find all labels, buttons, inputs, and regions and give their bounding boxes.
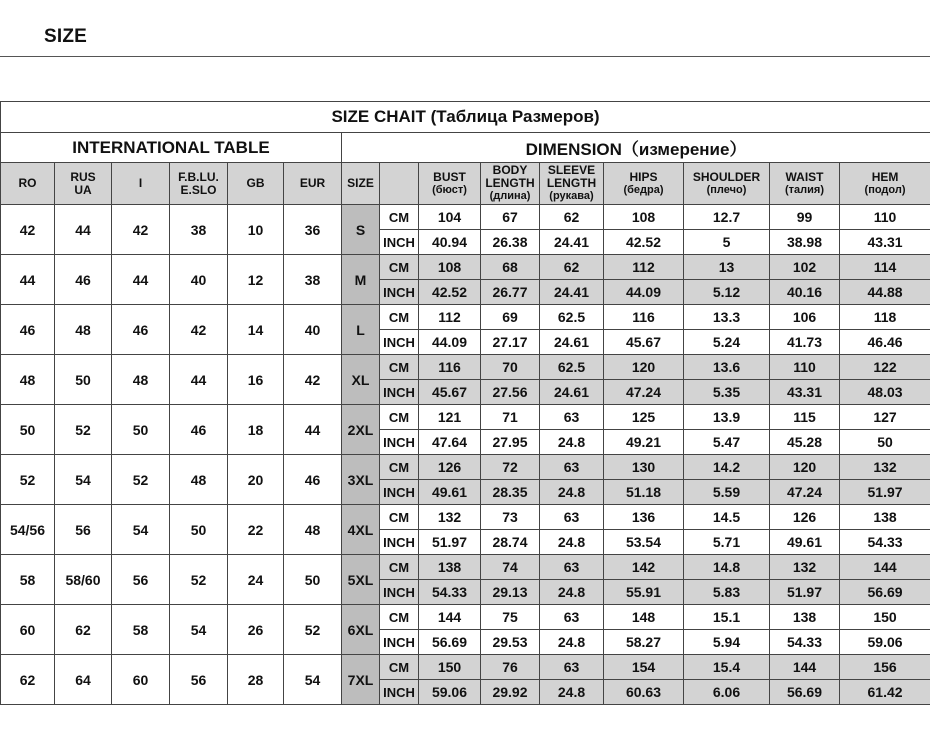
inch-value: 6.06: [684, 680, 770, 705]
unit-cm-label: CM: [380, 455, 419, 480]
intl-size-cell: 60: [1, 605, 55, 655]
inch-value: 55.91: [604, 580, 684, 605]
unit-cm-label: CM: [380, 255, 419, 280]
inch-value: 40.94: [419, 230, 481, 255]
size-header: SIZE: [342, 163, 380, 205]
dimension-header: SHOULDER (плечо): [684, 163, 770, 205]
intl-size-cell: 56: [55, 505, 112, 555]
intl-size-cell: 50: [284, 555, 342, 605]
intl-header: GB: [228, 163, 284, 205]
cm-value: 99: [770, 205, 840, 230]
intl-size-cell: 44: [55, 205, 112, 255]
inch-value: 27.56: [481, 380, 540, 405]
cm-value: 122: [840, 355, 930, 380]
unit-cm-label: CM: [380, 355, 419, 380]
intl-header: RO: [1, 163, 55, 205]
intl-size-cell: 40: [170, 255, 228, 305]
intl-size-cell: 44: [170, 355, 228, 405]
unit-inch-label: INCH: [380, 230, 419, 255]
dimension-header: HEM (подол): [840, 163, 930, 205]
intl-size-cell: 22: [228, 505, 284, 555]
intl-size-cell: 54: [112, 505, 170, 555]
inch-value: 50: [840, 430, 930, 455]
inch-value: 49.21: [604, 430, 684, 455]
cm-value: 63: [540, 655, 604, 680]
cm-value: 110: [840, 205, 930, 230]
inch-value: 5.12: [684, 280, 770, 305]
cm-value: 68: [481, 255, 540, 280]
inch-value: 24.61: [540, 330, 604, 355]
size-chart-table: [0, 101, 930, 705]
inch-value: 47.24: [770, 480, 840, 505]
inch-value: 56.69: [419, 630, 481, 655]
intl-size-cell: 54/56: [1, 505, 55, 555]
unit-cm-label: CM: [380, 305, 419, 330]
cm-value: 63: [540, 605, 604, 630]
intl-size-cell: 60: [112, 655, 170, 705]
inch-value: 28.74: [481, 530, 540, 555]
cm-value: 120: [604, 355, 684, 380]
cm-value: 63: [540, 555, 604, 580]
cm-value: 126: [770, 505, 840, 530]
intl-size-cell: 46: [170, 405, 228, 455]
intl-size-cell: 42: [284, 355, 342, 405]
cm-value: 132: [770, 555, 840, 580]
cm-value: 70: [481, 355, 540, 380]
inch-value: 47.24: [604, 380, 684, 405]
table-row: [1, 605, 930, 630]
table-row: [1, 455, 930, 480]
unit-cm-label: CM: [380, 405, 419, 430]
inch-value: 49.61: [770, 530, 840, 555]
intl-size-cell: 46: [55, 255, 112, 305]
inch-value: 24.8: [540, 680, 604, 705]
intl-size-cell: 52: [1, 455, 55, 505]
cm-value: 142: [604, 555, 684, 580]
inch-value: 44.09: [604, 280, 684, 305]
inch-value: 42.52: [604, 230, 684, 255]
cm-value: 62: [540, 255, 604, 280]
cm-value: 63: [540, 505, 604, 530]
cm-value: 138: [770, 605, 840, 630]
cm-value: 115: [770, 405, 840, 430]
size-label: M: [342, 255, 380, 305]
size-label: 5XL: [342, 555, 380, 605]
inch-value: 24.41: [540, 280, 604, 305]
intl-size-cell: 62: [55, 605, 112, 655]
cm-value: 150: [840, 605, 930, 630]
table-row: [1, 305, 930, 330]
intl-size-cell: 50: [112, 405, 170, 455]
table-row: [1, 355, 930, 380]
intl-size-cell: 50: [55, 355, 112, 405]
table-row: [1, 255, 930, 280]
cm-value: 125: [604, 405, 684, 430]
cm-value: 104: [419, 205, 481, 230]
cm-value: 62.5: [540, 355, 604, 380]
cm-value: 73: [481, 505, 540, 530]
cm-value: 118: [840, 305, 930, 330]
intl-size-cell: 56: [170, 655, 228, 705]
inch-value: 29.92: [481, 680, 540, 705]
inch-value: 5.24: [684, 330, 770, 355]
size-label: S: [342, 205, 380, 255]
inch-value: 56.69: [840, 580, 930, 605]
inch-value: 38.98: [770, 230, 840, 255]
cm-value: 112: [419, 305, 481, 330]
cm-value: 13.3: [684, 305, 770, 330]
inch-value: 26.77: [481, 280, 540, 305]
inch-value: 54.33: [840, 530, 930, 555]
cm-value: 144: [419, 605, 481, 630]
intl-size-cell: 36: [284, 205, 342, 255]
inch-value: 45.67: [419, 380, 481, 405]
unit-inch-label: INCH: [380, 580, 419, 605]
intl-size-cell: 62: [1, 655, 55, 705]
unit-cm-label: CM: [380, 555, 419, 580]
intl-header: I: [112, 163, 170, 205]
inch-value: 5.94: [684, 630, 770, 655]
intl-size-cell: 58: [112, 605, 170, 655]
intl-size-cell: 52: [55, 405, 112, 455]
inch-value: 5.59: [684, 480, 770, 505]
size-label: 2XL: [342, 405, 380, 455]
table-row: [1, 405, 930, 430]
cm-value: 63: [540, 455, 604, 480]
cm-value: 74: [481, 555, 540, 580]
intl-size-cell: 38: [170, 205, 228, 255]
cm-value: 108: [604, 205, 684, 230]
cm-value: 13.9: [684, 405, 770, 430]
inch-value: 5.83: [684, 580, 770, 605]
unit-inch-label: INCH: [380, 480, 419, 505]
intl-header: F.B.LU. E.SLO: [170, 163, 228, 205]
cm-value: 144: [840, 555, 930, 580]
cm-value: 62.5: [540, 305, 604, 330]
unit-inch-label: INCH: [380, 680, 419, 705]
inch-value: 54.33: [770, 630, 840, 655]
intl-size-cell: 12: [228, 255, 284, 305]
cm-value: 120: [770, 455, 840, 480]
intl-size-cell: 50: [1, 405, 55, 455]
cm-value: 76: [481, 655, 540, 680]
cm-value: 106: [770, 305, 840, 330]
dimension-header: SLEEVE LENGTH (рукава): [540, 163, 604, 205]
intl-size-cell: 58: [1, 555, 55, 605]
cm-value: 75: [481, 605, 540, 630]
cm-value: 71: [481, 405, 540, 430]
intl-size-cell: 46: [284, 455, 342, 505]
intl-size-cell: 58/60: [55, 555, 112, 605]
intl-size-cell: 54: [170, 605, 228, 655]
cm-value: 127: [840, 405, 930, 430]
inch-value: 51.97: [840, 480, 930, 505]
inch-value: 60.63: [604, 680, 684, 705]
inch-value: 54.33: [419, 580, 481, 605]
inch-value: 61.42: [840, 680, 930, 705]
cm-value: 126: [419, 455, 481, 480]
intl-size-cell: 38: [284, 255, 342, 305]
intl-size-cell: 56: [112, 555, 170, 605]
intl-size-cell: 44: [1, 255, 55, 305]
inch-value: 5.71: [684, 530, 770, 555]
inch-value: 51.18: [604, 480, 684, 505]
inch-value: 45.28: [770, 430, 840, 455]
intl-size-cell: 46: [112, 305, 170, 355]
intl-size-cell: 16: [228, 355, 284, 405]
intl-size-cell: 24: [228, 555, 284, 605]
inch-value: 47.64: [419, 430, 481, 455]
intl-size-cell: 48: [170, 455, 228, 505]
international-table-title: INTERNATIONAL TABLE: [1, 133, 342, 163]
dimension-header: WAIST (талия): [770, 163, 840, 205]
inch-value: 42.52: [419, 280, 481, 305]
cm-value: 114: [840, 255, 930, 280]
unit-cm-label: CM: [380, 655, 419, 680]
unit-inch-label: INCH: [380, 530, 419, 555]
intl-size-cell: 50: [170, 505, 228, 555]
cm-value: 15.4: [684, 655, 770, 680]
size-label: 4XL: [342, 505, 380, 555]
inch-value: 27.17: [481, 330, 540, 355]
cm-value: 62: [540, 205, 604, 230]
size-label: L: [342, 305, 380, 355]
cm-value: 15.1: [684, 605, 770, 630]
cm-value: 13: [684, 255, 770, 280]
size-label: 3XL: [342, 455, 380, 505]
inch-value: 5.47: [684, 430, 770, 455]
inch-value: 58.27: [604, 630, 684, 655]
unit-inch-label: INCH: [380, 330, 419, 355]
inch-value: 28.35: [481, 480, 540, 505]
size-label: 6XL: [342, 605, 380, 655]
cm-value: 72: [481, 455, 540, 480]
inch-value: 51.97: [770, 580, 840, 605]
intl-size-cell: 52: [170, 555, 228, 605]
unit-cm-label: CM: [380, 505, 419, 530]
cm-value: 69: [481, 305, 540, 330]
cm-value: 67: [481, 205, 540, 230]
cm-value: 132: [419, 505, 481, 530]
cm-value: 13.6: [684, 355, 770, 380]
intl-size-cell: 46: [1, 305, 55, 355]
cm-value: 154: [604, 655, 684, 680]
inch-value: 24.8: [540, 480, 604, 505]
cm-value: 14.8: [684, 555, 770, 580]
unit-cm-label: CM: [380, 605, 419, 630]
intl-size-cell: 54: [284, 655, 342, 705]
inch-value: 45.67: [604, 330, 684, 355]
inch-value: 24.41: [540, 230, 604, 255]
cm-value: 150: [419, 655, 481, 680]
intl-size-cell: 44: [284, 405, 342, 455]
column-header-row: [1, 163, 930, 205]
unit-header: [380, 163, 419, 205]
inch-value: 46.46: [840, 330, 930, 355]
inch-value: 24.8: [540, 430, 604, 455]
intl-header: RUS UA: [55, 163, 112, 205]
intl-size-cell: 42: [1, 205, 55, 255]
dimension-header: BODY LENGTH (длина): [481, 163, 540, 205]
intl-size-cell: 28: [228, 655, 284, 705]
inch-value: 29.53: [481, 630, 540, 655]
size-label: 7XL: [342, 655, 380, 705]
inch-value: 53.54: [604, 530, 684, 555]
inch-value: 24.8: [540, 580, 604, 605]
intl-size-cell: 52: [112, 455, 170, 505]
inch-value: 5.35: [684, 380, 770, 405]
inch-value: 59.06: [840, 630, 930, 655]
cm-value: 110: [770, 355, 840, 380]
page-heading: SIZE: [44, 26, 88, 47]
intl-size-cell: 52: [284, 605, 342, 655]
intl-size-cell: 26: [228, 605, 284, 655]
inch-value: 51.97: [419, 530, 481, 555]
intl-size-cell: 48: [112, 355, 170, 405]
intl-size-cell: 20: [228, 455, 284, 505]
cm-value: 138: [419, 555, 481, 580]
chart-title: SIZE CHAIT (Таблица Размеров): [1, 102, 930, 133]
inch-value: 24.8: [540, 630, 604, 655]
table-row: [1, 555, 930, 580]
cm-value: 136: [604, 505, 684, 530]
intl-size-cell: 42: [112, 205, 170, 255]
cm-value: 14.2: [684, 455, 770, 480]
unit-inch-label: INCH: [380, 280, 419, 305]
unit-inch-label: INCH: [380, 380, 419, 405]
table-row: [1, 505, 930, 530]
cm-value: 130: [604, 455, 684, 480]
intl-size-cell: 40: [284, 305, 342, 355]
inch-value: 59.06: [419, 680, 481, 705]
cm-value: 132: [840, 455, 930, 480]
intl-size-cell: 48: [1, 355, 55, 405]
cm-value: 116: [604, 305, 684, 330]
cm-value: 138: [840, 505, 930, 530]
cm-value: 108: [419, 255, 481, 280]
cm-value: 14.5: [684, 505, 770, 530]
dimension-title: DIMENSION（измерение）: [342, 133, 930, 163]
intl-size-cell: 54: [55, 455, 112, 505]
heading-divider: [0, 56, 930, 57]
cm-value: 121: [419, 405, 481, 430]
cm-value: 112: [604, 255, 684, 280]
intl-header: EUR: [284, 163, 342, 205]
inch-value: 27.95: [481, 430, 540, 455]
intl-size-cell: 48: [55, 305, 112, 355]
inch-value: 29.13: [481, 580, 540, 605]
intl-size-cell: 44: [112, 255, 170, 305]
inch-value: 40.16: [770, 280, 840, 305]
inch-value: 26.38: [481, 230, 540, 255]
dimension-header: HIPS (бедра): [604, 163, 684, 205]
inch-value: 56.69: [770, 680, 840, 705]
unit-inch-label: INCH: [380, 430, 419, 455]
cm-value: 144: [770, 655, 840, 680]
cm-value: 148: [604, 605, 684, 630]
table-row: [1, 655, 930, 680]
inch-value: 24.8: [540, 530, 604, 555]
intl-size-cell: 10: [228, 205, 284, 255]
inch-value: 43.31: [840, 230, 930, 255]
inch-value: 44.09: [419, 330, 481, 355]
intl-size-cell: 42: [170, 305, 228, 355]
unit-inch-label: INCH: [380, 630, 419, 655]
inch-value: 43.31: [770, 380, 840, 405]
table-row: [1, 205, 930, 230]
intl-size-cell: 48: [284, 505, 342, 555]
inch-value: 5: [684, 230, 770, 255]
cm-value: 63: [540, 405, 604, 430]
inch-value: 41.73: [770, 330, 840, 355]
unit-cm-label: CM: [380, 205, 419, 230]
intl-size-cell: 14: [228, 305, 284, 355]
inch-value: 48.03: [840, 380, 930, 405]
inch-value: 24.61: [540, 380, 604, 405]
cm-value: 116: [419, 355, 481, 380]
cm-value: 12.7: [684, 205, 770, 230]
intl-size-cell: 64: [55, 655, 112, 705]
inch-value: 49.61: [419, 480, 481, 505]
intl-size-cell: 18: [228, 405, 284, 455]
cm-value: 156: [840, 655, 930, 680]
dimension-header: BUST (бюст): [419, 163, 481, 205]
inch-value: 44.88: [840, 280, 930, 305]
size-label: XL: [342, 355, 380, 405]
cm-value: 102: [770, 255, 840, 280]
